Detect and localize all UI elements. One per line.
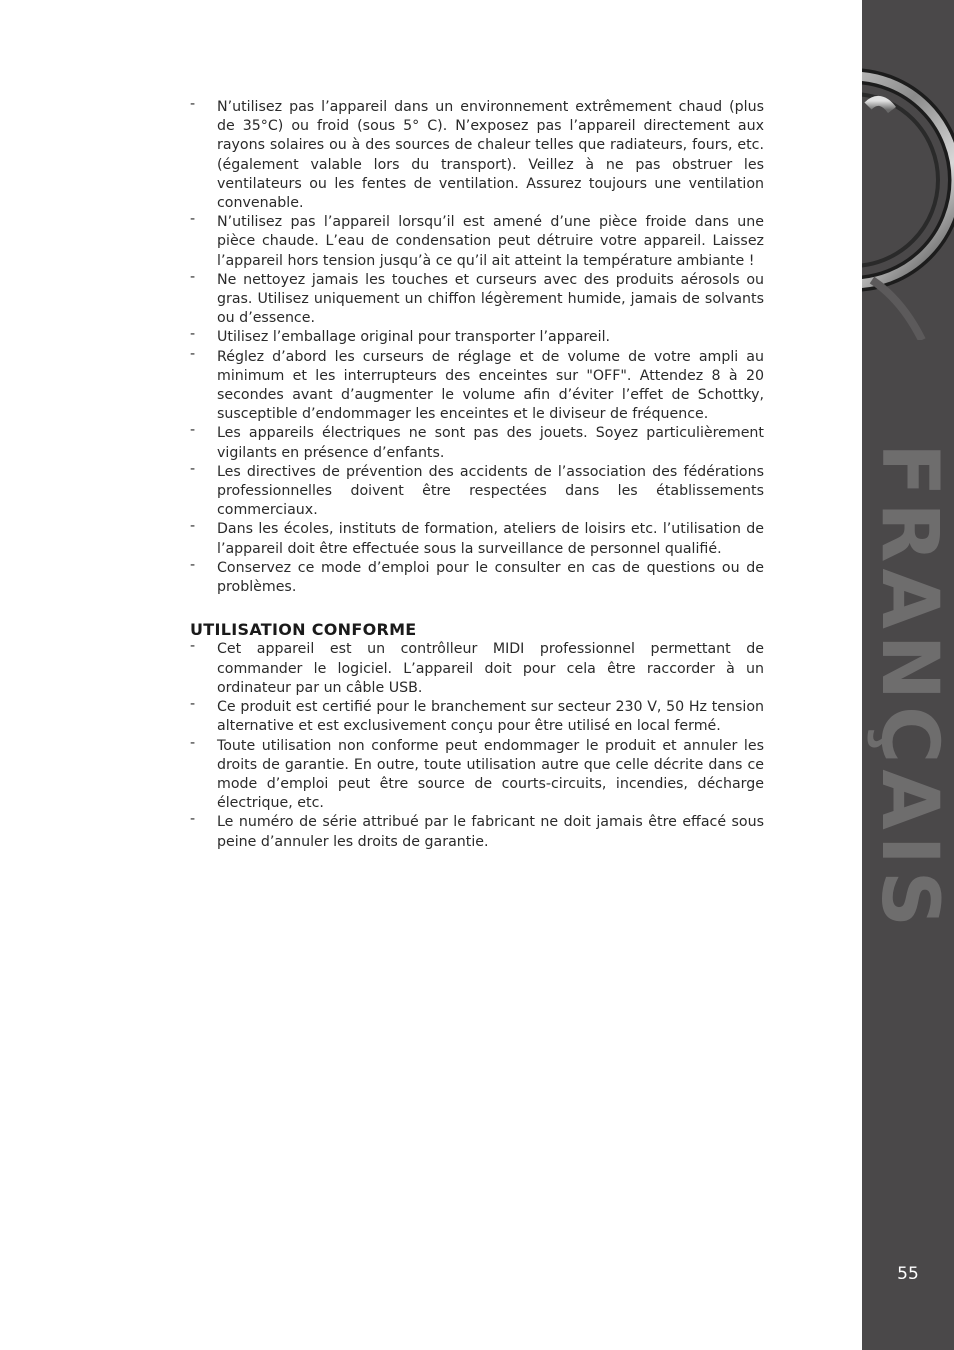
list-item (190, 698, 764, 736)
bullet-dash: - (190, 734, 196, 751)
list-item-text: Réglez d’abord les curseurs de réglage et de volume de votre ampli au minimum et les interrupteurs des enceintes sur "OFF". Attendez 8 à 20 secondes avant d’augmenter le volume afin d’éviter l’effet de Schottky, susceptible d’endommager les enceintes et le diviseur de fréquence. (217, 348, 764, 423)
bullet-dash: - (190, 326, 196, 343)
list-item (190, 328, 764, 347)
bullet-dash: - (190, 638, 196, 655)
bullet-dash: - (190, 211, 196, 228)
list-item-text: Toute utilisation non conforme peut endommager le produit et annuler les droits de garantie. En outre, toute utilisation autre que celle décrite dans ce mode d’emploi peut être source de courts-circuits, incendies, décharge électrique, etc. (217, 737, 764, 812)
list-item-text: N’utilisez pas l’appareil lorsqu’il est amené d’une pièce froide dans une pièce chaude. L’eau de condensation peut détruire votre appareil. Laissez l’appareil hors tension jusqu’à ce qu’il ait atteint la température ambiante ! (217, 214, 764, 269)
list-item-text: Conservez ce mode d’emploi pour le consulter en cas de questions ou de problèmes. (217, 559, 764, 596)
list-item (190, 98, 764, 213)
list-item-text: N’utilisez pas l’appareil dans un environnement extrêmement chaud (plus de 35°C) ou froid (sous 5° C). N’exposez pas l’appareil directement aux rayons solaires ou à des sources de chaleur telles que radiateurs, fours, etc. (également valable lors du transport). Veillez à ne pas obstruer les ventilateurs ou les fentes de ventilation. Assurez toujours une ventilation convenable. (217, 99, 764, 212)
list-item (190, 213, 764, 271)
bullet-dash: - (190, 345, 196, 362)
bullet-dash: - (190, 518, 196, 535)
section-heading-utilisation: UTILISATION CONFORME (190, 620, 417, 640)
bullet-dash: - (190, 96, 196, 112)
bullet-dash: - (190, 556, 196, 573)
chrome-ring-logo-icon (862, 40, 954, 340)
list-item-text: Dans les écoles, instituts de formation, ateliers de loisirs etc. l’utilisation de l’appareil doit être effectuée sous la surveillance de personnel qualifié. (217, 521, 764, 557)
main-content (190, 98, 764, 852)
list-item (190, 813, 764, 851)
bullet-dash: - (190, 811, 196, 828)
usage-list (190, 640, 764, 851)
bullet-dash: - (190, 460, 196, 477)
language-sidebar (862, 0, 954, 1350)
list-item (190, 460, 764, 521)
list-item (190, 556, 764, 597)
list-item (190, 734, 764, 814)
list-item (190, 424, 764, 462)
list-item (190, 268, 764, 329)
bullet-dash: - (190, 422, 196, 439)
list-item-text: Les directives de prévention des accidents de l’association des fédérations professionnelles doivent être respectées dans les établissements commerciaux. (217, 463, 764, 519)
list-item-text: Ce produit est certifié pour le branchement sur secteur 230 V, 50 Hz tension alternative et est exclusivement conçu pour être utilisé en local fermé. (217, 699, 764, 735)
list-item-text: Cet appareil est un contrôlleur MIDI professionnel permettant de commander le logiciel. L’appareil doit pour cela être raccorder à un ordinateur par un câble USB. (217, 641, 764, 696)
bullet-dash: - (190, 696, 196, 713)
list-item-text: Ne nettoyez jamais les touches et curseurs avec des produits aérosols ou gras. Utilisez uniquement un chiffon légèrement humide, jamais de solvants ou d’essence. (217, 271, 764, 327)
language-label: FRANÇAIS (864, 443, 954, 933)
list-item-text: Le numéro de série attribué par le fabricant ne doit jamais être effacé sous peine d’annuler les droits de garantie. (217, 814, 764, 850)
list-item-text: Les appareils électriques ne sont pas des jouets. Soyez particulièrement vigilants en présence d’enfants. (217, 425, 764, 461)
list-item (190, 640, 764, 698)
list-item-text: Utilisez l’emballage original pour transporter l’appareil. (217, 329, 611, 346)
page-number: 55 (897, 1264, 919, 1284)
list-item (190, 345, 764, 425)
bullet-dash: - (190, 268, 196, 285)
list-item (190, 520, 764, 558)
safety-list (190, 98, 764, 597)
